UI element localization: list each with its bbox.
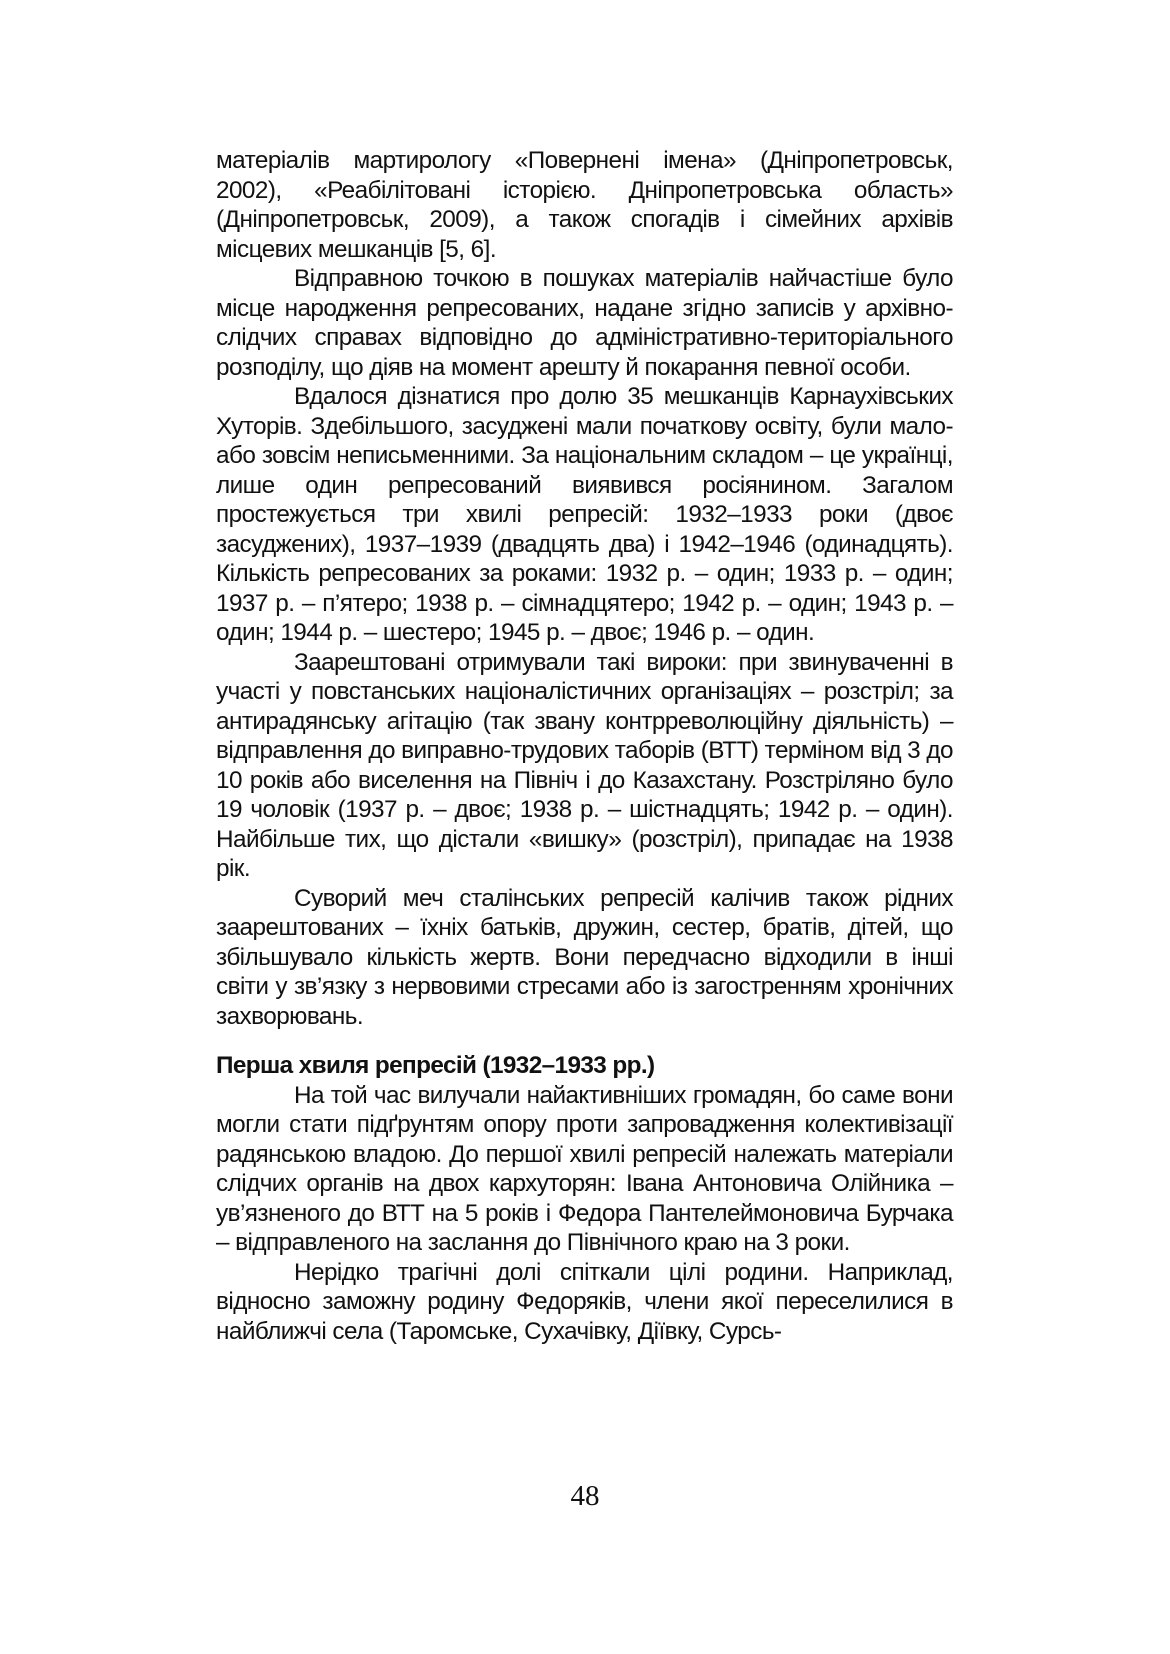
paragraph-relatives: Суворий меч сталінських репресій калічив також рідних заарештованих – їхніх батьків, дружин, сестер, братів, дітей, що збільшувало кількість жертв. Вони передчасно відходили в інші світи у зв’язку з нервовими стресами або із загостренням хронічних захворювань. (216, 884, 953, 1030)
page-body (216, 146, 953, 1346)
paragraph-families: Нерідко трагічні долі спіткали цілі родини. Наприклад, відносно заможну родину Федоряків, члени якої переселилися в найближчі села (Таромське, Сухачівку, Діївку, Сурсь- (216, 1258, 953, 1345)
paragraph-sentences: Заарештовані отримували такі вироки: при звинуваченні в участі у повстанських націоналістичних організаціях – розстріл; за антирадянську агітацію (так звану контрреволюційну діяльність) – відправлення до виправно-трудових таборів (ВТТ) терміном від 3 до 10 років або виселення на Північ і до Казахстану. Розстріляно було 19 чоловік (1937 р. – двоє; 1938 р. – шістнадцять; 1942 р. – один). Найбільше тих, що дістали «вишку» (розстріл), припадає на 1938 рік. (216, 648, 953, 882)
page-number: 48 (570, 1480, 600, 1512)
paragraph-continuation: матеріалів мартирологу «Повернені імена» (Дніпропетровськ, 2002), «Реабілітовані історією. Дніпропетровська область» (Дніпропетровськ, 2009), а також спогадів і сімейних архівів місцевих мешканців [5, 6]. (216, 147, 953, 263)
paragraph-first-wave: На той час вилучали найактивніших громадян, бо саме вони могли стати підґрунтям опору проти запровадження колективізації радянською владою. До першої хвилі репресій належать матеріали слідчих органів на двох кархуторян: Івана Антоновича Олійника – ув’язненого до ВТТ на 5 років і Федора Пантелеймоновича Бурчака – відправленого на заслання до Північного краю на 3 роки. (216, 1081, 953, 1256)
paragraph-starting-point: Відправною точкою в пошуках матеріалів найчастіше було місце народження репресованих, надане згідно записів у архівно-слідчих справах відповідно до адміністративно-територіального розподілу, що діяв на момент арешту й покарання певної особи. (216, 265, 953, 381)
paragraph-residents-fate: Вдалося дізнатися про долю 35 мешканців Карнаухівських Хуторів. Здебільшого, засуджені мали початкову освіту, були мало- або зовсім неписьменними. За національним складом – це українці, лише один репресований виявився росіянином. Загалом простежується три хвилі репресій: 1932–1933 роки (двоє засуджених), 1937–1939 (двадцять два) і 1942–1946 (одинадцять). Кількість репресованих за роками: 1932 р. – один; 1933 р. – один; 1937 р. – п’ятеро; 1938 р. – сімнадцятеро; 1942 р. – один; 1943 р. – один; 1944 р. – шестеро; 1945 р. – двоє; 1946 р. – один. (216, 383, 953, 646)
section-heading: Перша хвиля репресій (1932–1933 рр.) (216, 1052, 655, 1079)
